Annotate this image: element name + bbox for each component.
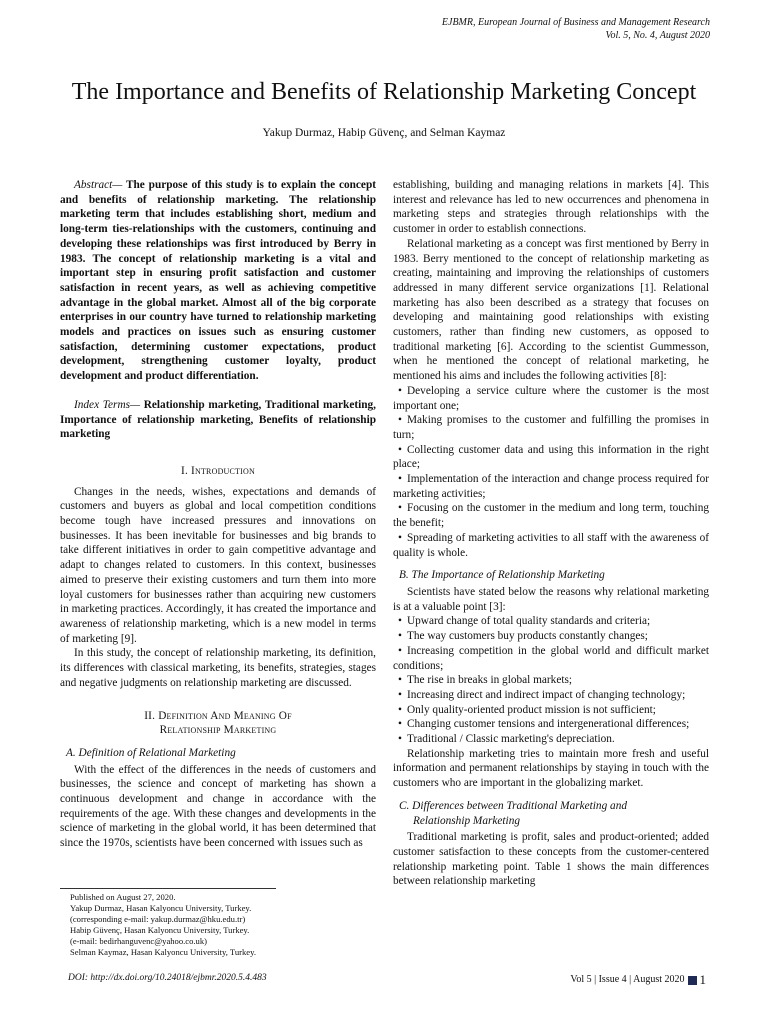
footnote-line: Published on August 27, 2020. <box>70 892 176 902</box>
paper-title: The Importance and Benefits of Relationship Marketing Concept <box>71 79 697 105</box>
footnote-line: (e-mail: bedirhanguvenc@yahoo.co.uk) <box>70 936 208 946</box>
reasons-list <box>393 614 709 746</box>
subsection-heading-line: Relationship Marketing <box>413 814 520 827</box>
subsection-heading-c <box>393 799 709 828</box>
section-heading-introduction: I. Introduction <box>181 464 255 477</box>
paragraph: In this study, the concept of relationship marketing, its definition, its differences with classical marketing, its benefits, strategies, stages and negative judgments on relationship marketing are discussed. <box>60 647 376 689</box>
section-heading-line: II. Definition And Meaning Of <box>144 709 292 722</box>
footnote-line: Yakup Durmaz, Hasan Kalyoncu University, Turkey. <box>70 903 252 913</box>
journal-header <box>442 16 710 42</box>
list-item: • Only quality-oriented product mission is not sufficient; <box>398 703 656 716</box>
list-item: • The rise in breaks in global markets; <box>398 674 573 687</box>
paragraph: Traditional marketing is profit, sales and product-oriented; added customer satisfaction to these concepts from the customer-centered relationship marketing point. Table 1 shows the main differences between relationship marketing <box>393 831 709 888</box>
list-item: • The way customers buy products constantly changes; <box>398 630 648 643</box>
paragraph-continuation: establishing, building and managing relations in markets [4]. This interest and relevance has led to new occurrences and phenomena in marketing steps and strategies through relationships with the customer in order to establish connections. <box>393 179 709 236</box>
footnotes <box>60 892 380 958</box>
right-column <box>393 178 709 889</box>
paragraph: Changes in the needs, wishes, expectations and demands of customers and buyers as global and local competition conditions become tough have increased pressures and innovations on businesses. It has been inevitable for businesses and big brands to take different initiatives in order to gain competitive advantage and adapt to changes related to customers. In this context, businesses aimed to preserve their existing customers and turn them into more loyal customers for businesses rather than acquiring new customers in marketing practices. Accordingly, it has created the importance and awareness of relationship marketing, which is a new model in terms of marketing [9]. <box>60 485 376 645</box>
doi-link[interactable]: DOI: http://dx.doi.org/10.24018/ejbmr.2020.5.4.483 <box>68 973 267 983</box>
paragraph: Scientists have stated below the reasons why relational marketing is at a valuable point [3]: <box>393 585 709 613</box>
footnote-line: Selman Kaymaz, Hasan Kalyoncu University, Turkey. <box>70 947 257 957</box>
list-item: • Focusing on the customer in the medium and long term, touching the benefit; <box>393 502 709 530</box>
index-terms-lead-in: Index Terms— <box>74 398 141 411</box>
subsection-heading-a: A. Definition of Relational Marketing <box>66 746 236 759</box>
list-item: • Changing customer tensions and intergenerational differences; <box>398 718 690 731</box>
paragraph: With the effect of the differences in the needs of customers and businesses, the science and concept of marketing has shown a continuous development and change in accordance with the requirements of the age. With these changes and developments in the science of marketing in the global world, it has been determined that since the 1970s, scientists have been concerned with issues such as <box>60 763 376 850</box>
issue-info: Vol 5 | Issue 4 | August 2020 <box>570 974 685 985</box>
page-number: 1 <box>699 972 706 987</box>
author-list: Yakup Durmaz, Habip Güvenç, and Selman Kaymaz <box>262 127 506 139</box>
list-item: • Implementation of the interaction and change process required for marketing activities; <box>393 473 709 500</box>
left-column <box>60 178 376 851</box>
footer-square-icon <box>688 976 697 985</box>
list-item: • Upward change of total quality standards and criteria; <box>398 615 651 628</box>
footnote-line: (corresponding e-mail: yakup.durmaz@hku.edu.tr) <box>70 914 246 924</box>
footnote-divider <box>60 888 276 889</box>
list-item: • Spreading of marketing activities to all staff with the awareness of quality is whole. <box>393 531 709 559</box>
abstract <box>60 178 376 384</box>
page-footer <box>570 974 706 986</box>
activities-list <box>393 384 709 560</box>
abstract-lead-in: Abstract— <box>74 179 123 191</box>
journal-name: EJBMR, European Journal of Business and Management Research <box>441 17 710 28</box>
paragraph: Relationship marketing tries to maintain more fresh and useful information and permanent relationships by staying in touch with the customers who are important in the globalizing market. <box>393 747 709 790</box>
list-item: • Developing a service culture where the customer is the most important one; <box>393 384 709 412</box>
list-item: • Increasing direct and indirect impact of changing technology; <box>398 688 686 701</box>
index-terms <box>60 398 376 442</box>
title-block <box>60 78 708 140</box>
abstract-text: The purpose of this study is to explain the concept and benefits of relationship marketing. The relationship marketing term that includes establishing short, medium and long-term ties-relationships with the customers, continuing and developing these relationships was first introduced by Berry in 1983. The concept of relationship marketing is a vital and important step in ensuring profit satisfaction and customer satisfaction in recent years, as well as achieving competitive advantage in the global market. Almost all of the big corporate enterprises in our country have turned to relationship marketing models and practices on issues such as ensuring customer satisfaction, determining customer expectations, product development, strengthening customer loyalty, product development and product differentiation. <box>60 179 376 383</box>
section-heading-definition <box>60 709 376 738</box>
section-heading-line: Relationship Marketing <box>159 724 277 737</box>
subsection-heading-line: C. Differences between Traditional Marketing and <box>399 799 628 812</box>
list-item: • Collecting customer data and using this information in the right place; <box>393 443 709 471</box>
list-item: • Traditional / Classic marketing's depreciation. <box>398 733 615 746</box>
journal-volume: Vol. 5, No. 4, August 2020 <box>605 30 710 41</box>
list-item: • Increasing competition in the global world and difficult market conditions; <box>393 644 709 672</box>
subsection-heading-b: B. The Importance of Relationship Marketing <box>399 569 605 582</box>
paragraph: Relational marketing as a concept was first mentioned by Berry in 1983. Berry mentioned to the concept of relationship marketing as creating, maintaining and improving the relationships of customers addressed in many different service organizations [1]. Relational marketing has also been described as a strategy that focuses on developing and maintaining good relationships with existing customers, rather than finding new customers, as opposed to traditional marketing [6]. According to the scientist Gummesson, when he mentioned the concept of relational marketing, he mentioned his aims and includes the following activities [8]: <box>393 237 709 383</box>
list-item: • Making promises to the customer and fulfilling the promises in turn; <box>393 414 709 441</box>
index-terms-text: Relationship marketing, Traditional marketing, Importance of relationship marketing, Benefits of relationship marketing <box>60 398 376 441</box>
footnote-line: Habip Güvenç, Hasan Kalyoncu University, Turkey. <box>70 925 250 935</box>
